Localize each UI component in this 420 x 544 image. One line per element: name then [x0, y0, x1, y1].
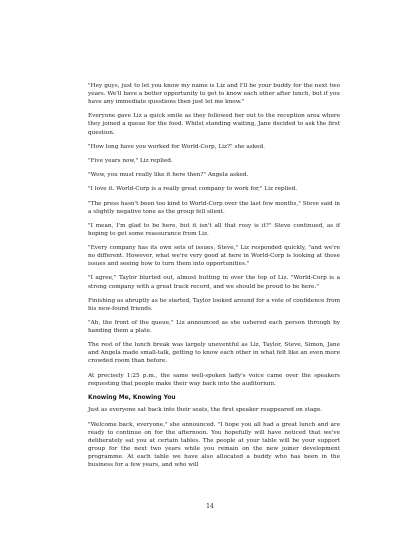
paragraph: "I mean, I'm glad to be here, but it isn't all that rosy is it?" Steve continued, as if hoping to get some reassurance from Liz.: [88, 222, 340, 237]
paragraph: "Welcome back, everyone," she announced. "I hope you all had a great lunch and are ready to continue on for the afternoon. You hopefully will have noticed that we've deliberately sat you at certain tables. The people at your table will be your support group for the next two years while you remain on the new joiner development programme. At each table we have also allocated a buddy who has been in the business for a few years, and who will: [88, 421, 340, 469]
paragraph: At precisely 1:25 p.m., the same well-spoken lady's voice came over the speakers requesting that people make their way back into the auditorium.: [88, 372, 340, 387]
page-number: 14: [206, 503, 214, 510]
section-heading: Knowing Me, Knowing You: [88, 394, 176, 401]
paragraph: "Wow, you must really like it here then?" Angela asked.: [88, 172, 249, 179]
paragraph: "I love it. World-Corp is a really great company to work for," Liz replied.: [88, 186, 298, 193]
paragraph: "Five years now," Liz replied.: [88, 157, 173, 164]
paragraph: Just as everyone sat back into their seats, the first speaker reappeared on stage.: [88, 407, 323, 414]
paragraph: "I agree," Taylor blurted out, almost butting in over the top of Liz. "World-Corp is a strong company with a great track record, and we should be proud to be here.": [88, 275, 340, 290]
paragraph: The rest of the lunch break was largely uneventful as Liz, Taylor, Steve, Simon, Jane and Angela made small-talk, getting to know each other in what felt like an even more crowded room than before.: [88, 342, 340, 365]
paragraph: "Every company has its own sets of issues, Steve," Liz responded quickly, "and we're no different. However, what we're very good at here in World-Corp is looking at those issues and seeing how to turn them into opportunities.": [88, 245, 340, 268]
paragraph: "Ah, the front of the queue," Liz announced as she ushered each person through by handing them a plate.: [88, 320, 340, 335]
paragraph: Finishing as abruptly as he started, Taylor looked around for a vote of confidence from his new-found friends.: [88, 297, 340, 312]
paragraph: "The press hasn't been too kind to World-Corp over the last few months," Steve said in a slightly negative tone as the group fell silent.: [88, 200, 340, 215]
paragraph: "Hey guys, just to let you know my name is Liz and I'll be your buddy for the next two years. We'll have a better opportunity to get to know each other after lunch, but if you have any immediate questions then just let me know.": [88, 83, 340, 106]
paragraph: Everyone gave Liz a quick smile as they followed her out to the reception area where they joined a queue for the food. Whilst standing waiting, Jane decided to ask the first question.: [88, 113, 340, 136]
paragraph: "How long have you worked for World-Corp, Liz?" she asked.: [88, 143, 266, 150]
page-body: [88, 82, 340, 475]
